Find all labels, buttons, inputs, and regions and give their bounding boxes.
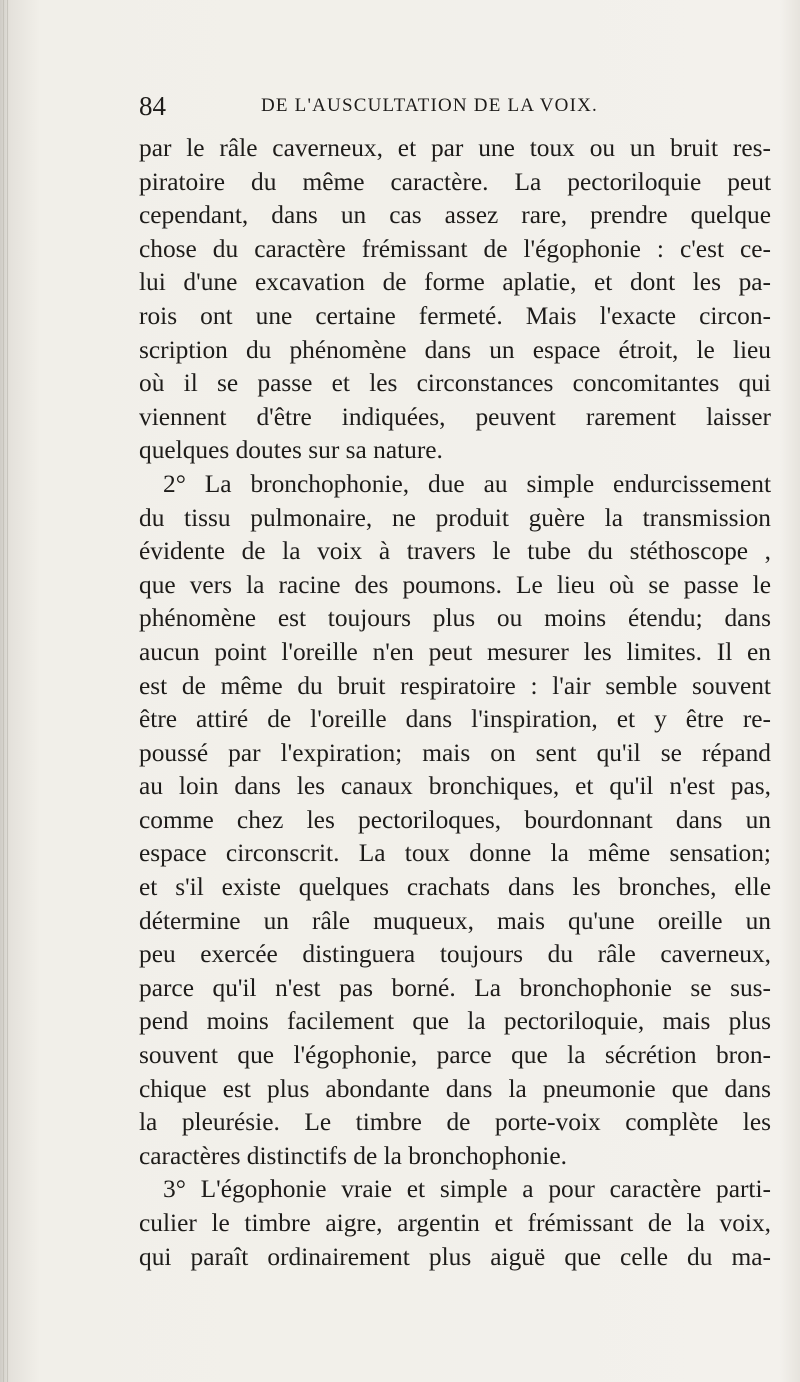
text-line: qui paraît ordinairement plus aiguë que celle du ma- bbox=[139, 1242, 771, 1271]
text-line: comme chez les pectoriloques, bourdonnant dans un bbox=[139, 805, 771, 834]
text-line: parce qu'il n'est pas borné. La bronchophonie se sus- bbox=[139, 973, 771, 1002]
text-line: la pleurésie. Le timbre de porte-voix complète les bbox=[139, 1108, 771, 1137]
text-line: phénomène est toujours plus ou moins étendu; dans bbox=[139, 604, 771, 633]
text-line: que vers la racine des poumons. Le lieu où se passe le bbox=[139, 570, 771, 599]
text-line: 2° La bronchophonie, due au simple endurcissement bbox=[163, 469, 771, 498]
text-line: culier le timbre aigre, argentin et frémissant de la voix, bbox=[139, 1209, 771, 1237]
text-line: pend moins facilement que la pectoriloquie, mais plus bbox=[139, 1007, 771, 1036]
text-line: caractères distinctifs de la bronchophonie. bbox=[139, 1141, 567, 1170]
text-line: par le râle caverneux, et par une toux ou un bruit res- bbox=[139, 134, 771, 162]
text-line: chique est plus abondante dans la pneumonie que dans bbox=[139, 1074, 771, 1103]
text-line: lui d'une excavation de forme aplatie, et dont les pa- bbox=[139, 268, 771, 297]
text-line: rois ont une certaine fermeté. Mais l'exacte circon- bbox=[139, 301, 771, 330]
text-line: cependant, dans un cas assez rare, prendre quelque bbox=[139, 201, 771, 230]
text-line: poussé par l'expiration; mais on sent qu'il se répand bbox=[139, 738, 771, 767]
text-line: aucun point l'oreille n'en peut mesurer les limites. Il en bbox=[139, 637, 771, 666]
text-line: évidente de la voix à travers le tube du stéthoscope , bbox=[139, 537, 771, 566]
text-line: et s'il existe quelques crachats dans les bronches, elle bbox=[139, 873, 771, 902]
text-line: espace circonscrit. La toux donne la même sensation; bbox=[139, 839, 771, 868]
text-line: est de même du bruit respiratoire : l'air semble souvent bbox=[139, 671, 771, 700]
text-line: quelques doutes sur sa nature. bbox=[139, 436, 443, 465]
page-number: 84 bbox=[139, 91, 166, 121]
text-line: 3° L'égophonie vraie et simple a pour caractère parti- bbox=[163, 1175, 771, 1204]
gutter-line bbox=[7, 0, 8, 1382]
gutter-line bbox=[3, 0, 4, 1382]
body-text bbox=[139, 132, 771, 1274]
text-line: du tissu pulmonaire, ne produit guère la transmission bbox=[139, 503, 771, 532]
text-line: être attiré de l'oreille dans l'inspiration, et y être re- bbox=[139, 705, 771, 734]
text-line: peu exercée distinguera toujours du râle caverneux, bbox=[139, 940, 771, 969]
text-line: viennent d'être indiquées, peuvent rarement laisser bbox=[139, 402, 771, 431]
text-line: détermine un râle muqueux, mais qu'une oreille un bbox=[139, 906, 771, 935]
text-line: souvent que l'égophonie, parce que la sécrétion bron- bbox=[139, 1041, 771, 1070]
text-line: piratoire du même caractère. La pectoriloquie peut bbox=[139, 167, 771, 196]
text-line: au loin dans les canaux bronchiques, et qu'il n'est pas, bbox=[139, 772, 771, 801]
text-line: où il se passe et les circonstances concomitantes qui bbox=[139, 369, 771, 398]
running-header bbox=[139, 88, 669, 124]
text-line: chose du caractère frémissant de l'égophonie : c'est ce- bbox=[139, 234, 771, 263]
text-line: scription du phénomène dans un espace étroit, le lieu bbox=[139, 335, 771, 364]
running-title: DE L'AUSCULTATION DE LA VOIX. bbox=[261, 95, 599, 116]
